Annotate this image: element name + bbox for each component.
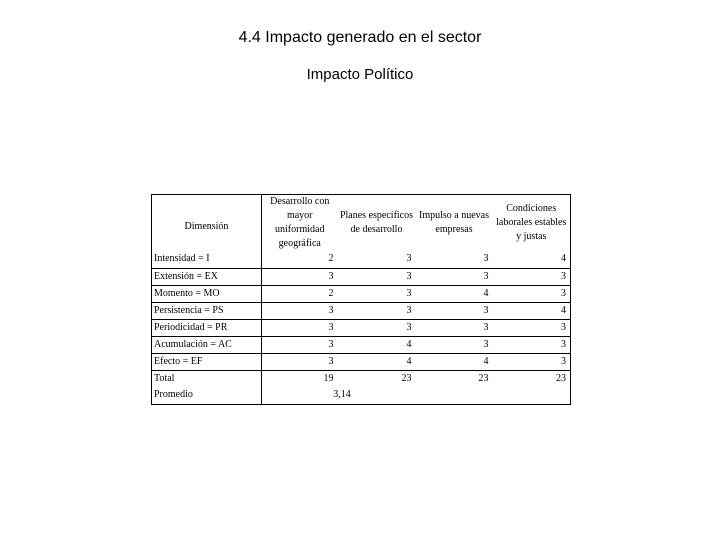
table-cell: 3 [416,336,493,353]
table-row [152,353,571,370]
row-label: Efecto = EF [152,353,262,370]
table-cell: 4 [416,285,493,302]
average-label: Promedio [152,387,262,404]
table-row [152,302,571,319]
column-header: Impulso a nuevas empresas [416,195,493,252]
table-cell: 3 [262,302,338,319]
column-header: Condiciones laborales estables y justas [493,195,571,252]
row-label: Acumulación = AC [152,336,262,353]
table-cell: 3 [416,319,493,336]
column-header: Desarrollo con mayor uniformidad geográfica [262,195,338,252]
row-label: Periodicidad = PR [152,319,262,336]
table-cell: 3 [262,353,338,370]
row-label: Momento = MO [152,285,262,302]
table-cell: 4 [338,353,416,370]
table-cell: 3 [338,251,416,268]
table-cell: 3 [262,319,338,336]
table-cell: 3 [262,336,338,353]
table-cell: 3 [416,251,493,268]
table-cell: 3 [416,268,493,285]
table-cell: 4 [338,336,416,353]
page-title: 4.4 Impacto generado en el sector [238,29,482,46]
row-label: Persistencia = PS [152,302,262,319]
total-cell: 23 [478,372,489,384]
column-header: Planes específicos de desarrollo [338,195,416,252]
page-subtitle: Impacto Político [306,66,414,83]
table-cell: 3 [338,285,416,302]
total-cell: 19 [323,372,334,384]
table-cell: 3 [338,319,416,336]
table-cell: 4 [416,353,493,370]
table-cell: 3 [338,268,416,285]
total-cell: 23 [493,370,571,387]
table-row [152,268,571,285]
dimension-header: Dimensión [152,195,262,252]
table-cell: 3 [493,285,571,302]
table-cell: 3 [493,268,571,285]
row-label: Extensión = EX [152,268,262,285]
table-cell: 4 [493,302,571,319]
table-row [152,251,571,268]
table-cell: 3 [493,336,571,353]
table-row [152,319,571,336]
average-row [152,387,571,404]
total-row [152,370,571,387]
total-label: Total [152,370,262,387]
average-value: 3,14 [262,387,571,404]
impact-table [151,194,571,405]
total-cell: 23 [401,372,412,384]
table-row [152,336,571,353]
table-row [152,285,571,302]
table-header-row [152,195,571,252]
table-cell: 3 [493,353,571,370]
table-cell: 2 [262,251,338,268]
table-cell: 3 [262,268,338,285]
table-cell: 2 [262,285,338,302]
table-cell: 3 [416,302,493,319]
row-label: Intensidad = I [152,251,262,268]
table-cell: 3 [338,302,416,319]
table-cell: 3 [493,319,571,336]
table-cell: 4 [493,251,571,268]
